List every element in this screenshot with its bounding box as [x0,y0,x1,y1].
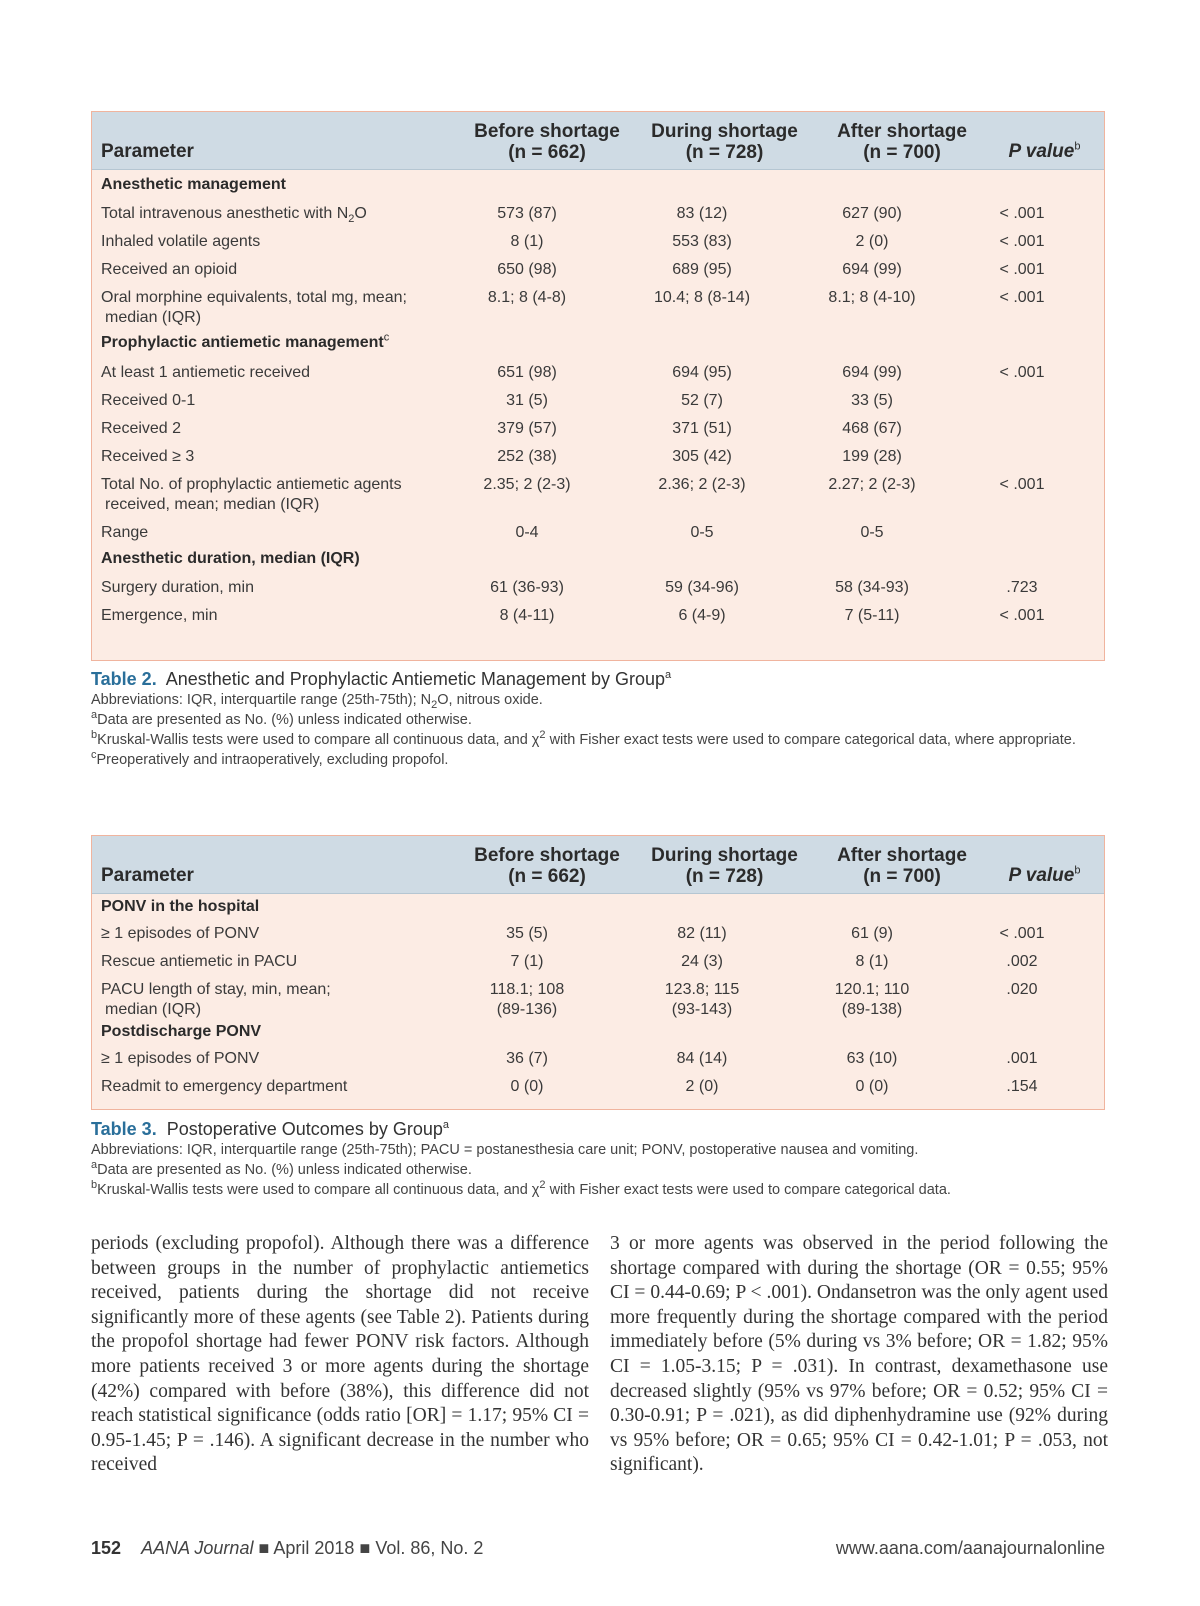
row-label: PACU length of stay, min, mean; median (IQR) [101,981,331,1018]
row-label: Received 0-1 [101,392,196,409]
caption-note: $^c$Preoperatively and intraoperatively, excluding propofol. [91,749,449,768]
caption-note: Abbreviations: IQR, interquartile range (25th-75th); PACU = postanesthesia care unit; PONV, postoperative nausea and vomiting. [91,1142,919,1158]
cell-pvalue: .723 [1006,579,1038,596]
cell-before: 7 (1) [510,953,544,970]
section-title: Anesthetic management [101,176,286,193]
cell-pvalue: < .001 [999,289,1045,306]
cell-pvalue: < .001 [999,364,1045,381]
cell-before: 379 (57) [497,420,557,437]
header-during: During shortage (n = 728) [651,121,798,163]
table-header [92,112,1104,170]
cell-during: 123.8; 115 (93-143) [664,981,740,1018]
cell-before: 0 (0) [510,1078,544,1095]
cell-pvalue: < .001 [999,607,1045,624]
cell-after: 468 (67) [842,420,902,437]
cell-pvalue: < .001 [999,925,1045,942]
cell-during: 59 (34-96) [665,579,739,596]
header-before: Before shortage (n = 662) [474,121,620,163]
table-2 [91,111,1105,661]
body-column-right: 3 or more agents was observed in the period following the shortage compared with during the shortage (OR = 0.55; 95% CI = 0.44-0.69; P < .001). Ondansetron was the only agent used more frequently during the shortage compared with the period immediately before (5% during vs 3% before; OR = 1.82; 95% CI = 1.05-3.15; P = .031). In contrast, dexamethasone use decreased slightly (95% vs 97% before; OR = 0.52; 95% CI = 0.30-0.91; P = .021), as did diphenhydramine use (92% during vs 95% before; OR = 0.65; 95% CI = 0.42-1.01; P = .053, not significant). [610,1233,1108,1476]
cell-during: 2 (0) [685,1078,719,1095]
footer-url[interactable]: www.aana.com/aanajournalonline [835,1538,1105,1558]
row-label: Inhaled volatile agents [101,233,261,250]
cell-after: 0-5 [860,524,884,541]
cell-before: 2.35; 2 (2-3) [483,476,571,493]
cell-during: 24 (3) [681,953,723,970]
cell-during: 2.36; 2 (2-3) [658,476,746,493]
cell-pvalue: < .001 [999,261,1045,278]
cell-during: 10.4; 8 (8-14) [653,289,751,306]
cell-before: 61 (36-93) [490,579,564,596]
cell-during: 52 (7) [681,392,723,409]
footer-citation: 152 AANA Journal ■ April 2018 ■ Vol. 86, No. 2 [91,1538,484,1558]
header-after: After shortage (n = 700) [837,845,967,887]
cell-during: 82 (11) [677,925,727,942]
section-title: Prophylactic antiemetic management$^c$ [101,331,390,351]
cell-after: 58 (34-93) [835,579,909,596]
header-during: During shortage (n = 728) [651,845,798,887]
caption-note: Abbreviations: IQR, interquartile range (25th-75th); $N_2O$, nitrous oxide. [91,692,543,711]
header-parameter: Parameter [101,141,194,162]
header-pvalue: P value$^b$ [1008,864,1081,886]
table-3-caption [91,1118,1105,1200]
row-label: Received 2 [101,420,182,437]
cell-before: 650 (98) [497,261,557,278]
cell-pvalue: < .001 [999,476,1045,493]
cell-before: 31 (5) [506,392,548,409]
row-label: Oral morphine equivalents, total mg, mean; median (IQR) [101,289,407,326]
cell-after: 0 (0) [855,1078,889,1095]
row-label: Received an opioid [101,261,238,278]
caption-note: $^b$Kruskal-Wallis tests were used to compare all continuous data, and $\chi^2$ with Fisher exact tests were used to compare categorical data, where appropriate. [91,729,1076,748]
row-label: Surgery duration, min [101,579,254,596]
cell-pvalue: < .001 [999,233,1045,250]
header-after: After shortage (n = 700) [837,121,967,163]
caption-note: $^a$Data are presented as No. (%) unless indicated otherwise. [91,709,472,728]
cell-during: 6 (4-9) [678,607,726,624]
cell-during: 84 (14) [676,1050,728,1067]
cell-after: 199 (28) [842,448,902,465]
cell-after: 694 (99) [842,364,902,381]
cell-pvalue: < .001 [999,205,1045,222]
row-label: Emergence, min [101,607,218,624]
cell-before: 36 (7) [506,1050,548,1067]
caption-title: Table 2. Anesthetic and Prophylactic Antiemetic Management by Group$^a$ [91,669,672,689]
table-2-caption [91,668,1105,770]
cell-during: 83 (12) [676,205,728,222]
cell-pvalue: .154 [1006,1078,1038,1095]
cell-before: 8.1; 8 (4-8) [487,289,567,306]
row-label: Range [101,524,149,541]
row-label: At least 1 antiemetic received [101,364,310,381]
caption-note: $^b$Kruskal-Wallis tests were used to compare all continuous data, and $\chi^2$ with Fisher exact tests were used to compare categorical data. [91,1179,951,1198]
cell-before: 118.1; 108 (89-136) [489,981,565,1018]
cell-after: 2.27; 2 (2-3) [828,476,916,493]
row-label: Received ≥ 3 [101,448,195,465]
cell-during: 0-5 [690,524,714,541]
cell-after: 63 (10) [846,1050,898,1067]
row-label: Total No. of prophylactic antiemetic agents received, mean; median (IQR) [101,476,402,513]
cell-during: 305 (42) [672,448,732,465]
body-column-left: periods (excluding propofol). Although there was a difference between groups in the number of prophylactic antiemetics received, patients during the shortage did not receive significantly more of these agents (see Table 2). Patients during the propofol shortage had fewer PONV risk factors. Although more patients received 3 or more agents during the shortage (42%) compared with before (38%), this difference did not reach statistical significance (odds ratio [OR] = 1.17; 95% CI = 0.95-1.45; P = .146). A significant decrease in the number who received [91,1233,589,1476]
cell-during: 371 (51) [672,420,732,437]
row-label: Rescue antiemetic in PACU [101,953,298,970]
cell-during: 553 (83) [672,233,732,250]
cell-before: 573 (87) [497,205,557,222]
table-3 [91,835,1105,1110]
row-label: ≥ 1 episodes of PONV [101,1050,260,1067]
cell-during: 689 (95) [672,261,732,278]
cell-before: 8 (1) [510,233,544,250]
cell-after: 694 (99) [842,261,902,278]
cell-after: 8.1; 8 (4-10) [828,289,916,306]
header-before: Before shortage (n = 662) [474,845,620,887]
cell-before: 651 (98) [497,364,557,381]
section-title: PONV in the hospital [101,898,260,915]
caption-title: Table 3. Postoperative Outcomes by Group$^a$ [91,1119,449,1139]
page-number: 152 [91,1538,122,1558]
cell-during: 694 (95) [672,364,732,381]
table-header [92,836,1104,894]
cell-after: 8 (1) [855,953,889,970]
cell-before: 0-4 [515,524,539,541]
section-title: Anesthetic duration, median (IQR) [101,550,360,567]
cell-after: 2 (0) [855,233,889,250]
row-label: Total intravenous anesthetic with $N_2O$ [101,205,367,226]
cell-after: 120.1; 110 (89-138) [834,981,910,1018]
cell-pvalue: .001 [1006,1050,1038,1067]
cell-before: 8 (4-11) [499,607,555,624]
row-label: ≥ 1 episodes of PONV [101,925,260,942]
cell-after: 7 (5-11) [844,607,900,624]
header-pvalue: P value$^b$ [1008,140,1081,162]
cell-pvalue: .020 [1006,981,1038,998]
cell-after: 61 (9) [851,925,893,942]
header-parameter: Parameter [101,865,194,886]
cell-pvalue: .002 [1006,953,1038,970]
row-label: Readmit to emergency department [101,1078,348,1095]
cell-after: 33 (5) [851,392,893,409]
cell-before: 252 (38) [497,448,557,465]
section-title: Postdischarge PONV [101,1023,262,1040]
cell-before: 35 (5) [506,925,548,942]
cell-after: 627 (90) [842,205,902,222]
caption-note: $^a$Data are presented as No. (%) unless indicated otherwise. [91,1159,472,1178]
